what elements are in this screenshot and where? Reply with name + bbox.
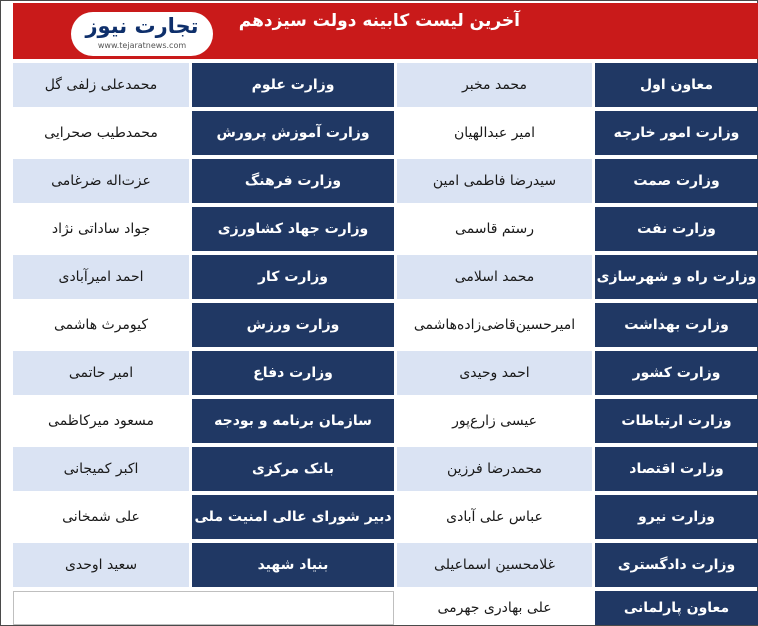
post-cell-a: معاون پارلمانی	[595, 591, 758, 625]
name-cell-b: احمد امیرآبادی	[13, 255, 189, 299]
name-cell-a: عباس علی آبادی	[397, 495, 592, 539]
post-cell-a: وزارت دادگستری	[595, 543, 758, 587]
name-cell-a: رستم قاسمی	[397, 207, 592, 251]
name-cell-a: غلامحسین اسماعیلی	[397, 543, 592, 587]
post-cell-a: وزارت بهداشت	[595, 303, 758, 347]
logo	[71, 12, 213, 56]
name-cell-a: محمدرضا فرزین	[397, 447, 592, 491]
post-cell-a: وزارت کشور	[595, 351, 758, 395]
post-cell-b: سازمان برنامه و بودجه	[192, 399, 394, 443]
empty-cell	[13, 591, 394, 625]
name-cell-b: اکبر کمیجانی	[13, 447, 189, 491]
post-cell-a: وزارت راه و شهرسازی	[595, 255, 758, 299]
name-cell-a: سیدرضا فاطمی امین	[397, 159, 592, 203]
post-cell-b: بنیاد شهید	[192, 543, 394, 587]
post-cell-b: وزارت کار	[192, 255, 394, 299]
post-cell-b: دبیر شورای عالی امنیت ملی	[192, 495, 394, 539]
name-cell-a: علی بهادری جهرمی	[397, 591, 592, 625]
post-cell-b: وزارت علوم	[192, 63, 394, 107]
post-cell-a: وزارت نفت	[595, 207, 758, 251]
post-cell-b: وزارت جهاد کشاورزی	[192, 207, 394, 251]
name-cell-a: محمد مخبر	[397, 63, 592, 107]
name-cell-b: علی شمخانی	[13, 495, 189, 539]
page-title: آخرین لیست کابینه دولت سیزدهم	[238, 11, 520, 31]
title-banner	[13, 3, 758, 59]
post-cell-a: وزارت امور خارجه	[595, 111, 758, 155]
post-cell-b: وزارت ورزش	[192, 303, 394, 347]
post-cell-b: وزارت فرهنگ	[192, 159, 394, 203]
name-cell-b: کیومرث هاشمی	[13, 303, 189, 347]
name-cell-b: امیر حاتمی	[13, 351, 189, 395]
name-cell-b: محمدعلی زلفی گل	[13, 63, 189, 107]
name-cell-a: امیر عبدالهیان	[397, 111, 592, 155]
name-cell-b: محمدطیب صحرایی	[13, 111, 189, 155]
name-cell-b: مسعود میرکاظمی	[13, 399, 189, 443]
post-cell-a: معاون اول	[595, 63, 758, 107]
post-cell-b: بانک مرکزی	[192, 447, 394, 491]
name-cell-a: امیرحسین‌قاضی‌زاده‌هاشمی	[397, 303, 592, 347]
post-cell-b: وزارت دفاع	[192, 351, 394, 395]
name-cell-b: عزت‌اله ضرغامی	[13, 159, 189, 203]
name-cell-a: محمد اسلامی	[397, 255, 592, 299]
logo-name: تجارت نیوز	[85, 14, 199, 38]
post-cell-b: وزارت آموزش پرورش	[192, 111, 394, 155]
logo-url: www.tejaratnews.com	[97, 41, 187, 50]
post-cell-a: وزارت نیرو	[595, 495, 758, 539]
post-cell-a: وزارت اقتصاد	[595, 447, 758, 491]
post-cell-a: وزارت صمت	[595, 159, 758, 203]
name-cell-a: احمد وحیدی	[397, 351, 592, 395]
name-cell-b: جواد ساداتی نژاد	[13, 207, 189, 251]
name-cell-b: سعید اوحدی	[13, 543, 189, 587]
name-cell-a: عیسی زارع‌پور	[397, 399, 592, 443]
post-cell-a: وزارت ارتباطات	[595, 399, 758, 443]
